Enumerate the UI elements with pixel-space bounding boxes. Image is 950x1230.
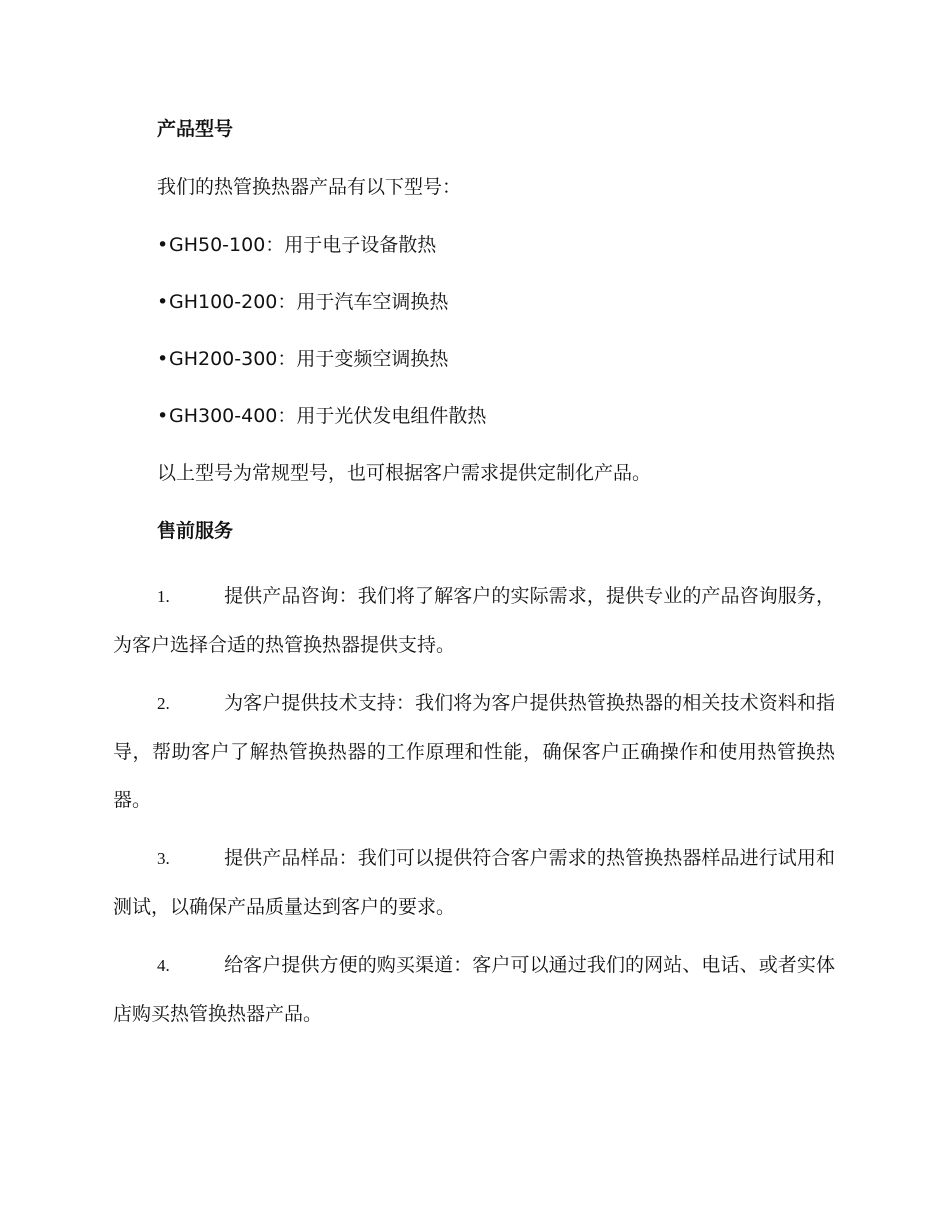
- bullet-icon: •: [157, 291, 169, 313]
- item-number: 3.: [157, 849, 170, 868]
- list-item: [113, 342, 835, 376]
- list-item: [113, 228, 835, 262]
- item-number: 4.: [157, 956, 170, 975]
- section-title-presales-service: 售前服务: [157, 520, 234, 542]
- model-text: GH300-400：用于光伏发电组件散热: [169, 405, 487, 427]
- model-text: GH100-200：用于汽车空调换热: [169, 291, 449, 313]
- list-item: [113, 572, 835, 669]
- bullet-icon: •: [157, 234, 169, 256]
- list-item: [113, 834, 835, 931]
- item-number: 1.: [157, 587, 170, 606]
- item-text: 提供产品咨询：我们将了解客户的实际需求，提供专业的产品咨询服务，为客户选择合适的热管换热器提供支持。: [113, 585, 835, 656]
- section-title-product-models: 产品型号: [157, 118, 234, 140]
- product-models-note: 以上型号为常规型号，也可根据客户需求提供定制化产品。: [157, 462, 652, 484]
- model-text: GH200-300：用于变频空调换热: [169, 348, 449, 370]
- document-body: [113, 112, 835, 1048]
- list-item: [113, 285, 835, 319]
- item-text: 提供产品样品：我们可以提供符合客户需求的热管换热器样品进行试用和测试，以确保产品质量达到客户的要求。: [113, 847, 835, 918]
- bullet-icon: •: [157, 348, 169, 370]
- item-text: 为客户提供技术支持：我们将为客户提供热管换热器的相关技术资料和指导，帮助客户了解热管换热器的工作原理和性能，确保客户正确操作和使用热管换热器。: [113, 692, 835, 811]
- item-number: 2.: [157, 694, 170, 713]
- list-item: [113, 679, 835, 824]
- bullet-icon: •: [157, 405, 169, 427]
- product-models-intro: 我们的热管换热器产品有以下型号：: [157, 176, 462, 198]
- model-text: GH50-100：用于电子设备散热: [169, 234, 437, 256]
- list-item: [113, 941, 835, 1038]
- list-item: [113, 399, 835, 433]
- item-text: 给客户提供方便的购买渠道：客户可以通过我们的网站、电话、或者实体店购买热管换热器产品。: [113, 954, 835, 1025]
